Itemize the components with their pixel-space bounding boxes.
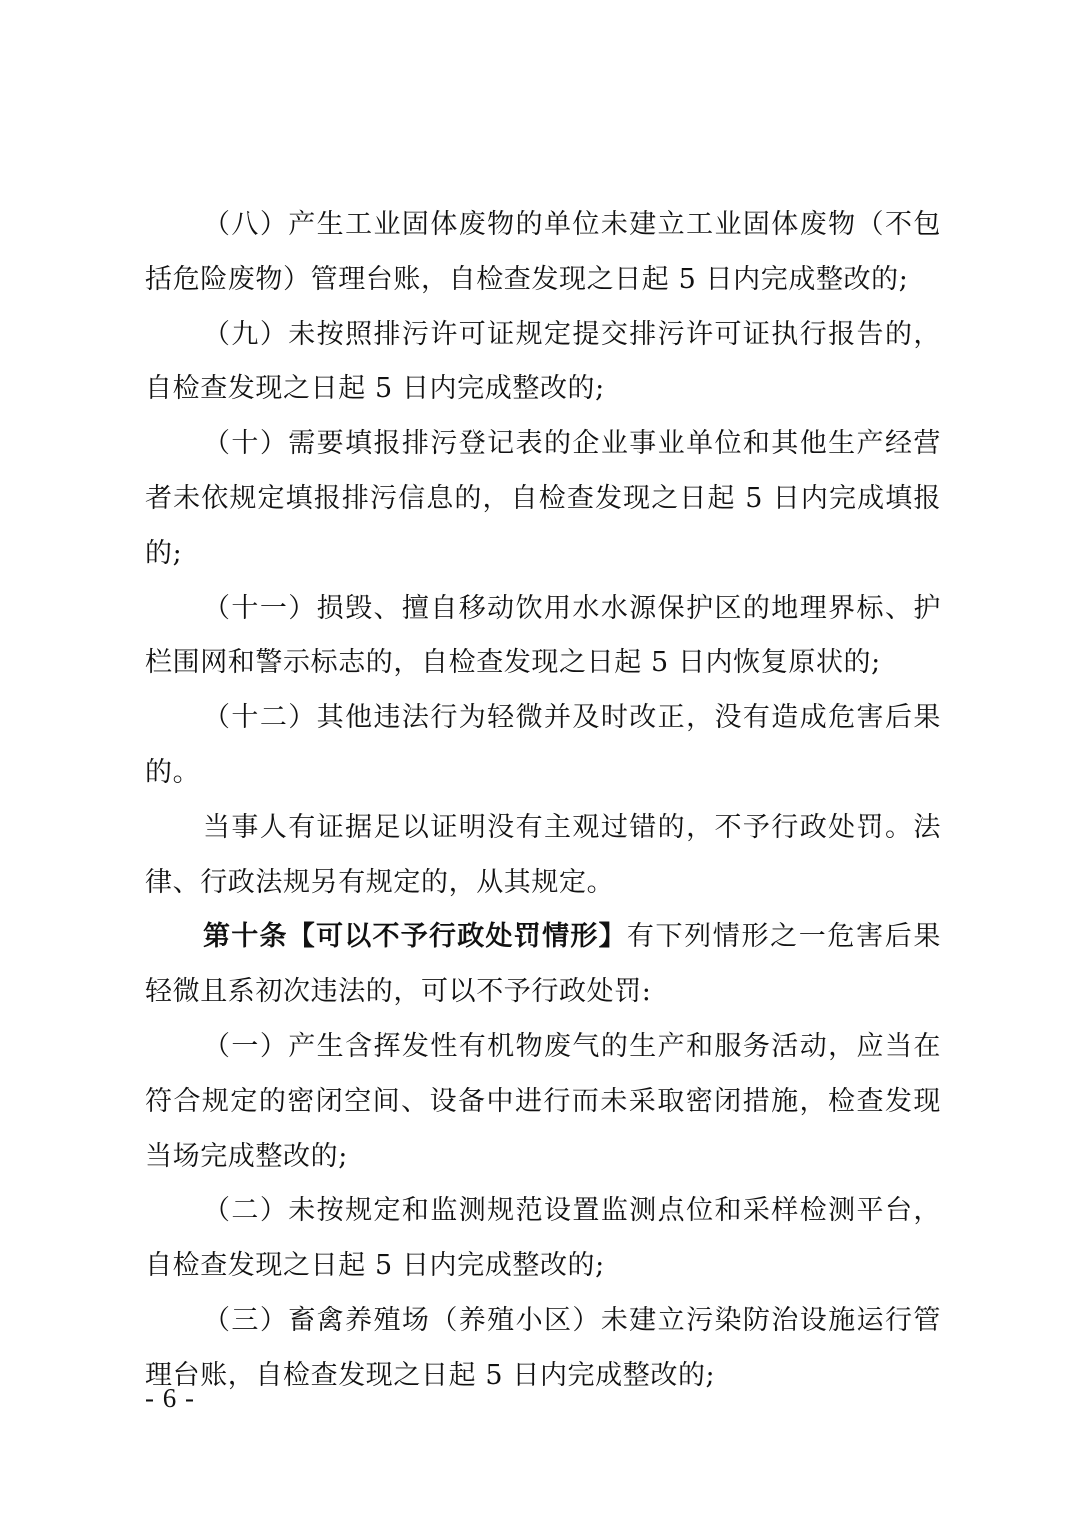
paragraph-no-fault: 当事人有证据足以证明没有主观过错的，不予行政处罚。法律、行政法规另有规定的，从其规定。	[145, 811, 941, 898]
page-number: - 6 -	[145, 1383, 195, 1413]
article-10-heading: 第十条【可以不予行政处罚情形】	[203, 921, 627, 953]
article-10-paragraph: 第十条【可以不予行政处罚情形】有下列情形之一危害后果轻微且系初次违法的，可以不予行政处罚:	[145, 921, 941, 1008]
paragraph-item-9: （九）未按照排污许可证规定提交排污许可证执行报告的，自检查发现之日起 5 日内完成整改的;	[145, 318, 941, 405]
paragraph-item-2: （二）未按规定和监测规范设置监测点位和采样检测平台，自检查发现之日起 5 日内完成整改的;	[145, 1195, 941, 1282]
paragraph-item-11: （十一）损毁、擅自移动饮用水水源保护区的地理界标、护栏围网和警示标志的，自检查发现之日起 5 日内恢复原状的;	[145, 592, 941, 679]
paragraph-item-8: （八）产生工业固体废物的单位未建立工业固体废物（不包括危险废物）管理台账，自检查发现之日起 5 日内完成整改的;	[145, 209, 941, 295]
document-body	[145, 198, 941, 1404]
paragraph-item-10: （十）需要填报排污登记表的企业事业单位和其他生产经营者未依规定填报排污信息的，自检查发现之日起 5 日内完成填报的;	[145, 428, 941, 569]
paragraph-item-3: （三）畜禽养殖场（养殖小区）未建立污染防治设施运行管理台账，自检查发现之日起 5 日内完成整改的;	[145, 1304, 941, 1391]
paragraph-item-1: （一）产生含挥发性有机物废气的生产和服务活动，应当在符合规定的密闭空间、设备中进行而未采取密闭措施，检查发现当场完成整改的;	[145, 1030, 941, 1172]
paragraph-item-12: （十二）其他违法行为轻微并及时改正，没有造成危害后果的。	[145, 702, 941, 788]
